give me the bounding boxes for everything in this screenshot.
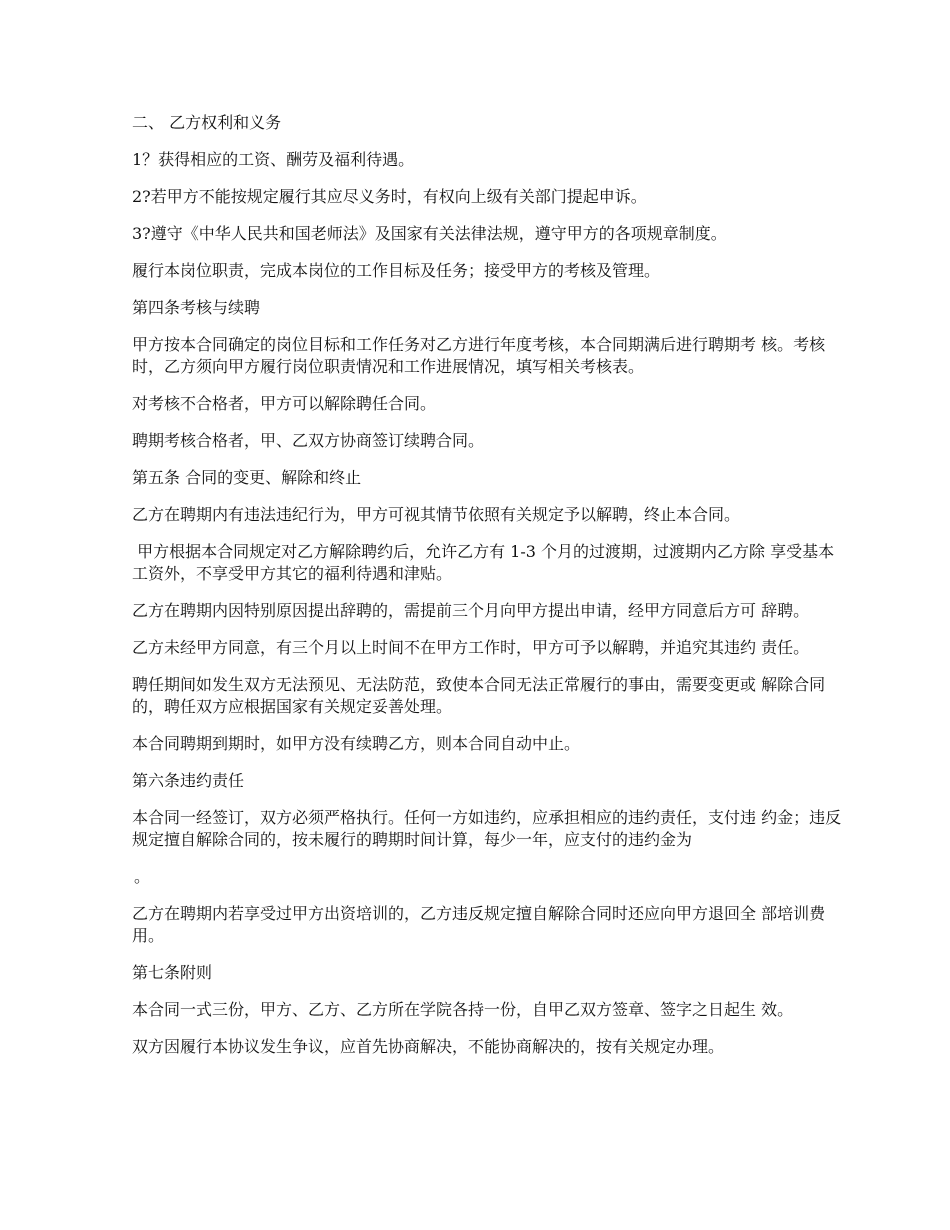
document-page [112, 112, 842, 1073]
article-heading: 第六条违约责任 [132, 771, 245, 790]
paragraph: 乙方未经甲方同意，有三个月以上时间不在甲方工作时，甲方可予以解聘，并追究其违约 责任。 [132, 638, 810, 657]
article-heading: 第七条附则 [132, 963, 213, 982]
paragraph: 乙方在聘期内有违法违纪行为，甲方可视其情节依照有关规定予以解聘，终止本合同。 [132, 505, 741, 524]
paragraph: 乙方在聘期内若享受过甲方出资培训的，乙方违反规定擅自解除合同时还应向甲方退回全 部培训费用。 [132, 904, 826, 945]
paragraph: 本合同聘期到期时，如甲方没有续聘乙方，则本合同自动中止。 [132, 734, 581, 753]
paragraph: 2?若甲方不能按规定履行其应尽义务时，有权向上级有关部门提起申诉。 [132, 187, 647, 206]
article-heading: 第四条考核与续聘 [132, 298, 261, 317]
paragraph: 履行本岗位职责，完成本岗位的工作目标及任务；接受甲方的考核及管理。 [132, 261, 661, 280]
paragraph: 甲方根据本合同规定对乙方解除聘约后，允许乙方有 1-3 个月的过渡期，过渡期内乙方除 享受基本工资外，不享受甲方其它的福利待遇和津贴。 [132, 542, 835, 583]
paragraph: 3?遵守《中华人民共和国老师法》及国家有关法律法规，遵守甲方的各项规章制度。 [132, 224, 727, 243]
paragraph: 本合同一经签订，双方必须严格执行。任何一方如违约，应承担相应的违约责任，支付违 约金；违反规定擅自解除合同的，按未履行的聘期时间计算，每少一年，应支付的违约金为 [132, 808, 842, 849]
paragraph-period: 。 [134, 867, 151, 886]
paragraph: 乙方在聘期内因特别原因提出辞聘的，需提前三个月向甲方提出申请，经甲方同意后方可 辞聘。 [132, 601, 810, 620]
section-heading: 二、 乙方权利和义务 [132, 113, 282, 132]
paragraph: 聘任期间如发生双方无法预见、无法防范，致使本合同无法正常履行的事由，需要变更或 解除合同的，聘任双方应根据国家有关规定妥善处理。 [132, 675, 826, 716]
paragraph: 本合同一式三份，甲方、乙方、乙方所在学院各持一份，自甲乙双方签章、签字之日起生 效。 [132, 1000, 794, 1019]
paragraph: 双方因履行本协议发生争议，应首先协商解决，不能协商解决的，按有关规定办理。 [132, 1037, 725, 1056]
paragraph: 甲方按本合同确定的岗位目标和工作任务对乙方进行年度考核，本合同期满后进行聘期考 核。考核时，乙方须向甲方履行岗位职责情况和工作进展情况，填写相关考核表。 [132, 335, 826, 376]
paragraph: 聘期考核合格者，甲、乙双方协商签订续聘合同。 [132, 431, 485, 450]
paragraph: 1？获得相应的工资、酬劳及福利待遇。 [132, 150, 415, 169]
article-heading: 第五条 合同的变更、解除和终止 [132, 468, 362, 487]
paragraph: 对考核不合格者，甲方可以解除聘任合同。 [132, 394, 437, 413]
